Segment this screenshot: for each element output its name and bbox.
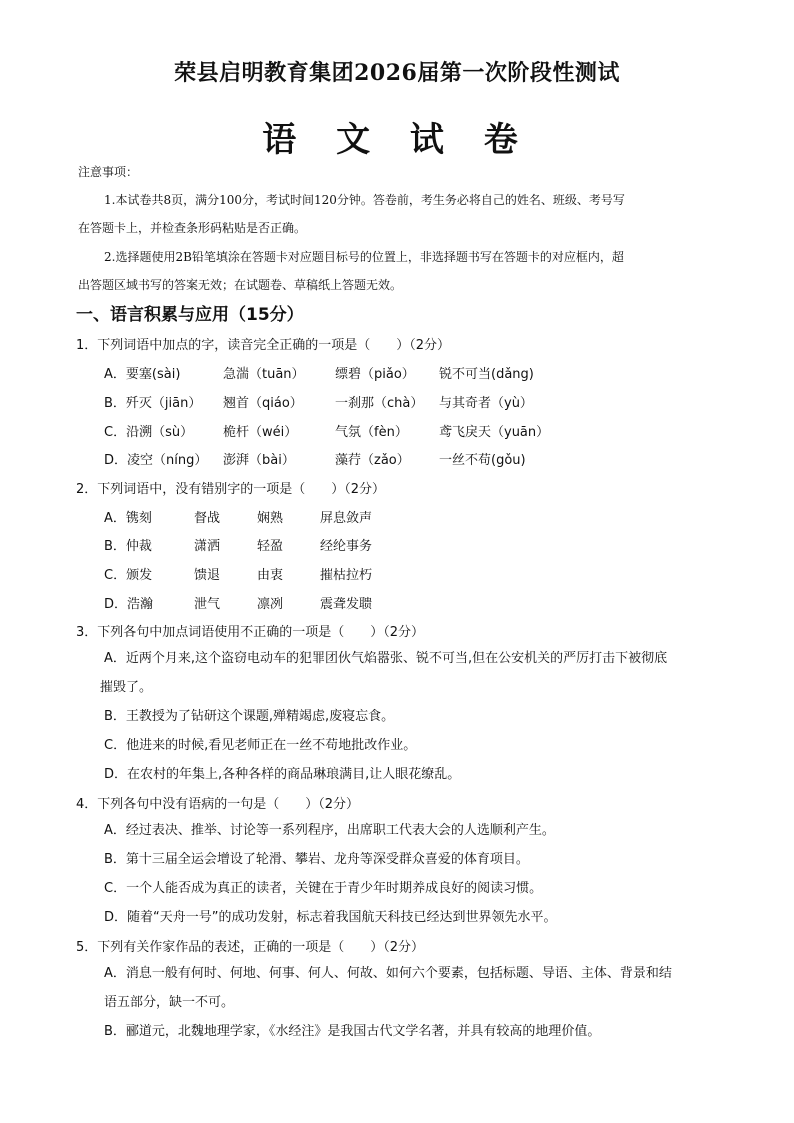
question-4-stem: 4．下列各句中没有语病的一句是（ ）（2分） — [76, 797, 360, 812]
q1-d-word-2: 澎湃（bài） — [223, 453, 295, 468]
q2-d-word-3: 凛冽 — [257, 597, 284, 612]
q2-b-word-3: 轻盈 — [257, 539, 284, 554]
question-1-stem: 1．下列词语中加点的字，读音完全正确的一项是（ ）（2分） — [76, 338, 451, 353]
q5-options — [104, 959, 720, 1046]
q1-a-word-1: A．要塞(sài) — [104, 367, 181, 382]
q2-d-word-1: D．浩瀚 — [104, 597, 154, 612]
q1-c-word-1: C．沿溯（sù） — [104, 425, 194, 440]
q2-c-word-1: C．颁发 — [104, 568, 153, 583]
q1-b-word-1: B．歼灭（jiān） — [104, 396, 202, 411]
q2-a-word-1: A．镌刻 — [104, 511, 152, 526]
q1-b-word-4: 与其奇者（yù） — [439, 396, 533, 411]
q3-option-a-line-2: 摧毁了。 — [100, 680, 153, 695]
q2-b-word-4: 经纶事务 — [320, 539, 373, 554]
q4-option-c: C．一个人能否成为真正的读者，关键在于青少年时期养成良好的阅读习惯。 — [104, 881, 543, 896]
q1-b-word-3: 一刹那（chà） — [335, 396, 424, 411]
q1-c-word-3: 气氛（fèn） — [335, 425, 408, 440]
q3-option-a-line-1: A．近两个月来,这个盗窃电动车的犯罪团伙气焰嚣张、锐不可当,但在公安机关的严厉打击下被彻底 — [104, 651, 668, 666]
q2-c-word-4: 摧枯拉朽 — [320, 568, 373, 583]
q3-option-d: D．在农村的年集上,各种各样的商品琳琅满目,让人眼花缭乱。 — [104, 767, 461, 782]
q1-d-word-3: 藻荇（zǎo） — [335, 453, 410, 468]
q2-d-word-4: 震聋发聩 — [320, 597, 373, 612]
q2-a-word-4: 屏息敛声 — [320, 511, 373, 526]
question-2-stem: 2．下列词语中，没有错别字的一项是（ ）（2分） — [76, 482, 386, 497]
q5-option-a-line-1: A．消息一般有何时、何地、何事、何人、何故、如何六个要素，包括标题、导语、主体、背景和结 — [104, 966, 672, 981]
q5-option-b: B．郦道元，北魏地理学家，《水经注》是我国古代文学名著，并具有较高的地理价值。 — [104, 1024, 601, 1039]
q1-a-word-4: 锐不可当(dǎng) — [439, 367, 534, 382]
exam-title: 荣县启明教育集团2026届第一次阶段性测试 — [174, 60, 620, 86]
q2-b-word-1: B．仲裁 — [104, 539, 152, 554]
subject-title: 语 文 试 卷 — [262, 120, 532, 160]
q2-d-word-2: 泄气 — [194, 597, 221, 612]
q3-options — [100, 644, 720, 789]
q2-c-word-2: 馈退 — [194, 568, 221, 583]
q1-c-word-4: 鸢飞戾天（yuān） — [439, 425, 550, 440]
q1-a-word-3: 缥碧（piǎo） — [335, 367, 415, 382]
q4-option-b: B．第十三届全运会增设了轮滑、攀岩、龙舟等深受群众喜爱的体育项目。 — [104, 852, 529, 867]
q3-option-c: C．他进来的时候,看见老师正在一丝不苟地批改作业。 — [104, 738, 417, 753]
q1-d-word-4: 一丝不苟(gǒu) — [439, 453, 526, 468]
q4-option-d: D．随着“天舟一号”的成功发射，标志着我国航天科技已经达到世界领先水平。 — [104, 910, 557, 925]
note-1-line-2: 在答题卡上，并检查条形码粘贴是否正确。 — [78, 221, 307, 235]
note-1 — [78, 186, 720, 242]
q3-option-b: B．王教授为了钻研这个课题,殚精竭虑,废寝忘食。 — [104, 709, 395, 724]
question-5-stem: 5．下列有关作家作品的表述，正确的一项是（ ）（2分） — [76, 940, 425, 955]
question-3-stem: 3．下列各句中加点词语使用不正确的一项是（ ）（2分） — [76, 625, 425, 640]
notes-heading: 注意事项： — [78, 165, 139, 179]
q4-options — [104, 816, 720, 932]
q5-option-a-line-2: 语五部分，缺一不可。 — [104, 995, 235, 1010]
q2-b-word-2: 潇洒 — [194, 539, 221, 554]
q1-b-word-2: 翘首（qiáo） — [223, 396, 303, 411]
q2-a-word-3: 娴熟 — [257, 511, 284, 526]
note-2-line-1: 2.选择题使用2B铅笔填涂在答题卡对应题目标号的位置上，非选择题书写在答题卡的对应框内，超 — [104, 250, 624, 264]
q1-d-word-1: D．凌空（níng） — [104, 453, 208, 468]
q2-c-word-3: 由衷 — [257, 568, 284, 583]
note-2-line-2: 出答题区域书写的答案无效；在试题卷、草稿纸上答题无效。 — [78, 278, 403, 292]
section-1-title: 一、语言积累与应用（15分） — [76, 305, 304, 325]
q1-a-word-2: 急湍（tuān） — [223, 367, 305, 382]
q2-a-word-2: 督战 — [194, 511, 221, 526]
note-2 — [78, 243, 720, 299]
q1-c-word-2: 桅杆（wéi） — [223, 425, 298, 440]
note-1-line-1: 1.本试卷共8页，满分100分，考试时间120分钟。答卷前，考生务必将自己的姓名、班级、考号写 — [104, 193, 625, 207]
q4-option-a: A．经过表决、推举、讨论等一系列程序，出席职工代表大会的人选顺利产生。 — [104, 823, 555, 838]
